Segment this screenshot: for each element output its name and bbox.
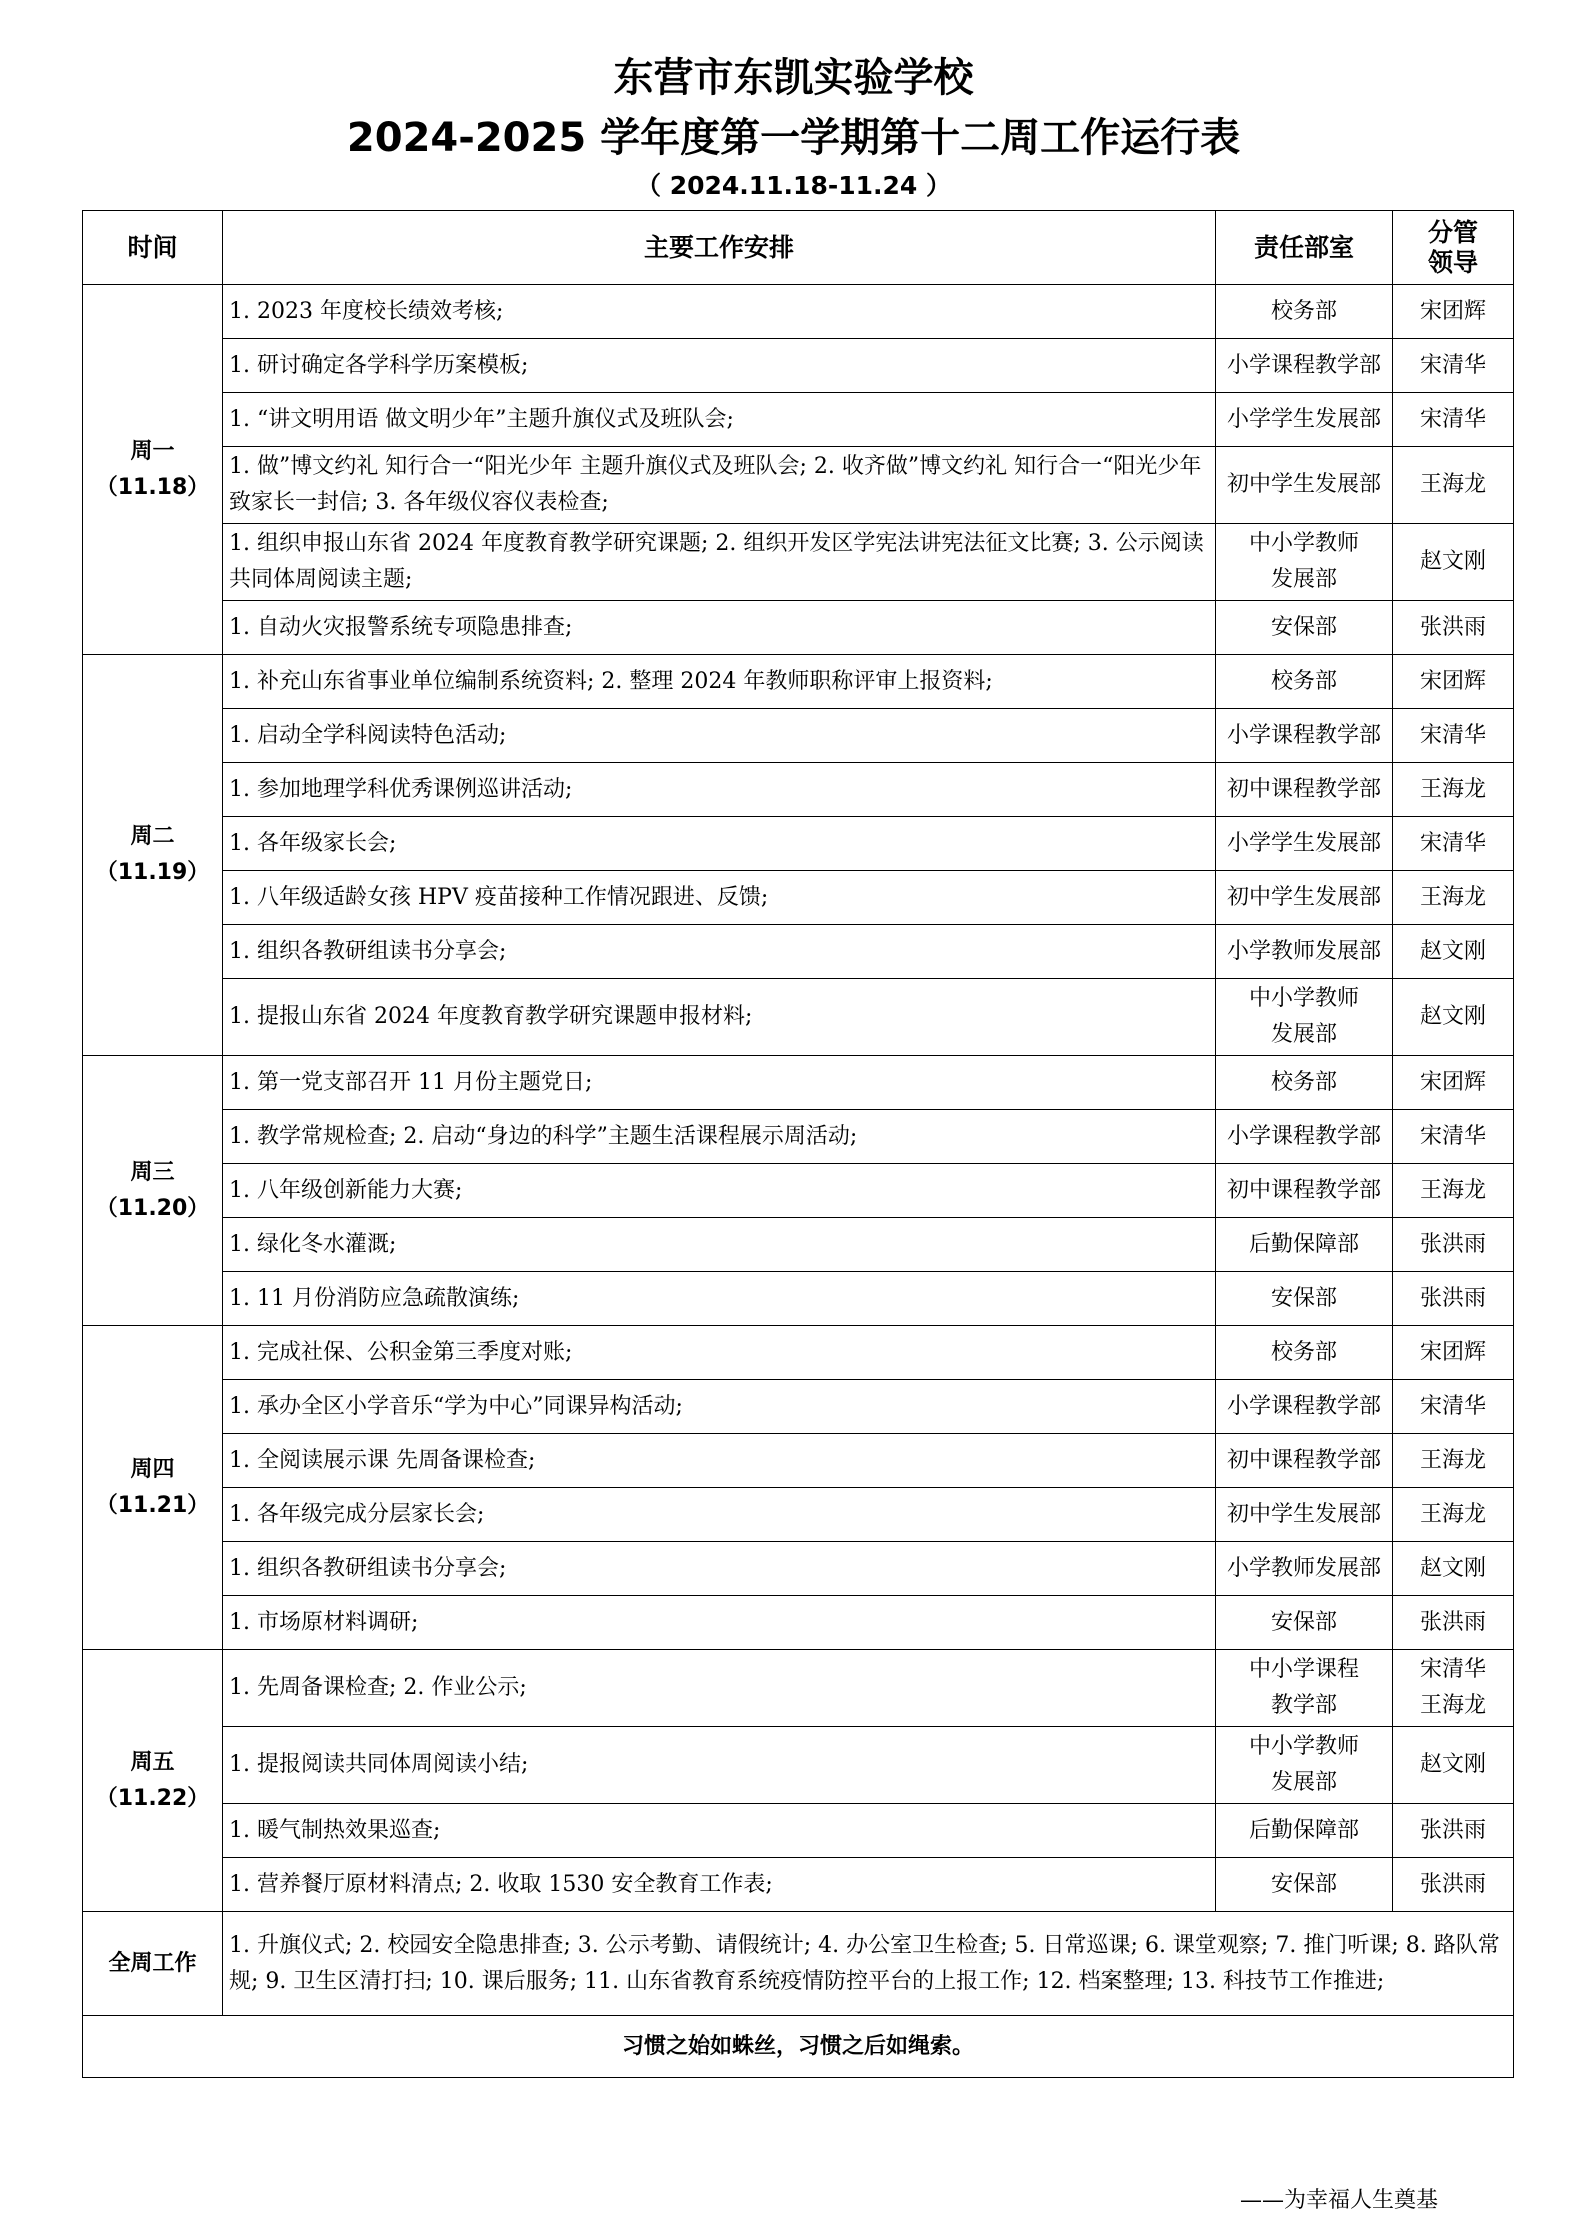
dept-cell [1216, 979, 1393, 1056]
day-cell [83, 285, 223, 655]
dept-cell [1216, 1488, 1393, 1542]
task-cell: 1. 八年级适龄女孩 HPV 疫苗接种工作情况跟进、反馈; [223, 871, 1216, 925]
leader-cell [1393, 1727, 1514, 1804]
table-row [83, 1380, 1514, 1434]
task-cell: 1. 组织申报山东省 2024 年度教育教学研究课题; 2. 组织开发区学宪法讲宪法征文比赛; 3. 公示阅读共同体周阅读主题; [223, 524, 1216, 601]
dept-text: 中小学课程 [1248, 1657, 1359, 1682]
dept-cell [1216, 1434, 1393, 1488]
leader-cell [1393, 817, 1514, 871]
leader-cell [1393, 1804, 1514, 1858]
table-row [83, 1326, 1514, 1380]
task-cell: 1. 暖气制热效果巡查; [223, 1804, 1216, 1858]
leader-cell [1393, 1272, 1514, 1326]
week-work-text: 1. 升旗仪式; 2. 校园安全隐患排查; 3. 公示考勤、请假统计; 4. 办公室卫生检查; 5. 日常巡课; 6. 课堂观察; 7. 推门听课; 8. 路队常规; 9. 卫生区清打扫; 10. 课后服务; 11. 山东省教育系统疫情防控平台的上报工作; 12. 档案整理; 13. 科技节工作推进; [223, 1912, 1514, 2016]
day-cell [83, 1650, 223, 1912]
table-row [83, 285, 1514, 339]
dept-text: 小学教师发展部 [1226, 938, 1381, 964]
table-row [83, 1434, 1514, 1488]
dept-text: 发展部 [1270, 1022, 1337, 1047]
dept-cell [1216, 655, 1393, 709]
table-row [83, 1596, 1514, 1650]
dept-cell [1216, 1596, 1393, 1650]
header-leader-line2: 领导 [1427, 247, 1478, 277]
leader-text: 宋清华 [1419, 1657, 1486, 1682]
task-cell: 1. 市场原材料调研; [223, 1596, 1216, 1650]
week-work-label: 全周工作 [83, 1912, 223, 2016]
task-cell: 1. 营养餐厅原材料清点; 2. 收取 1530 安全教育工作表; [223, 1858, 1216, 1912]
table-row [83, 1804, 1514, 1858]
dept-cell [1216, 1858, 1393, 1912]
day-name: 周二 [130, 824, 175, 849]
day-name: 周四 [130, 1456, 175, 1482]
task-cell: 1. 11 月份消防应急疏散演练; [223, 1272, 1216, 1326]
leader-text: 王海龙 [1419, 1501, 1486, 1527]
leader-text: 王海龙 [1419, 472, 1486, 497]
dept-text: 安保部 [1270, 1285, 1337, 1311]
table-header-row [83, 211, 1514, 285]
task-cell: 1. 第一党支部召开 11 月份主题党日; [223, 1056, 1216, 1110]
leader-text: 宋团辉 [1419, 1339, 1486, 1365]
leader-cell [1393, 339, 1514, 393]
dept-text: 后勤保障部 [1248, 1231, 1359, 1257]
table-row [83, 655, 1514, 709]
leader-text: 王海龙 [1419, 1693, 1486, 1718]
dept-text: 安保部 [1270, 1871, 1337, 1897]
table-row [83, 1110, 1514, 1164]
dept-cell [1216, 1380, 1393, 1434]
leader-text: 宋清华 [1419, 722, 1486, 748]
table-row [83, 601, 1514, 655]
leader-text: 王海龙 [1419, 1177, 1486, 1203]
day-date: （11.19） [95, 860, 210, 885]
leader-cell [1393, 1596, 1514, 1650]
leader-text: 张洪雨 [1419, 1871, 1486, 1897]
day-date: （11.18） [95, 474, 210, 500]
dept-cell [1216, 817, 1393, 871]
table-row [83, 1164, 1514, 1218]
leader-cell [1393, 1218, 1514, 1272]
table-row [83, 393, 1514, 447]
dept-text: 初中课程教学部 [1226, 1447, 1381, 1473]
header-dept: 责任部室 [1216, 211, 1393, 285]
dept-cell [1216, 1272, 1393, 1326]
dept-cell [1216, 601, 1393, 655]
dept-cell [1216, 1056, 1393, 1110]
table-row [83, 1858, 1514, 1912]
task-cell: 1. “讲文明用语 做文明少年”主题升旗仪式及班队会; [223, 393, 1216, 447]
week-work-row [83, 1912, 1514, 2016]
dept-text: 小学教师发展部 [1226, 1555, 1381, 1581]
day-date: （11.22） [95, 1785, 210, 1811]
header-time: 时间 [83, 211, 223, 285]
dept-text: 校务部 [1270, 298, 1337, 324]
schedule-table [82, 210, 1514, 2078]
dept-text: 小学课程教学部 [1226, 1393, 1381, 1419]
dept-text: 小学课程教学部 [1226, 722, 1381, 748]
leader-text: 宋清华 [1419, 406, 1486, 432]
task-cell: 1. 补充山东省事业单位编制系统资料; 2. 整理 2024 年教师职称评审上报资料; [223, 655, 1216, 709]
dept-text: 校务部 [1270, 1069, 1337, 1095]
dept-text: 小学学生发展部 [1226, 406, 1381, 432]
day-date: （11.21） [95, 1492, 210, 1518]
table-row [83, 1218, 1514, 1272]
dept-cell [1216, 1804, 1393, 1858]
task-cell: 1. 2023 年度校长绩效考核; [223, 285, 1216, 339]
leader-cell [1393, 1110, 1514, 1164]
day-date: （11.20） [95, 1195, 210, 1221]
dept-cell [1216, 763, 1393, 817]
dept-cell [1216, 709, 1393, 763]
leader-text: 宋团辉 [1419, 298, 1486, 324]
task-cell: 1. 先周备课检查; 2. 作业公示; [223, 1650, 1216, 1727]
task-cell: 1. 八年级创新能力大赛; [223, 1164, 1216, 1218]
day-cell [83, 1326, 223, 1650]
table-row [83, 339, 1514, 393]
dept-text: 小学课程教学部 [1226, 1123, 1381, 1149]
leader-cell [1393, 1380, 1514, 1434]
leader-text: 赵文刚 [1419, 938, 1486, 964]
leader-text: 张洪雨 [1419, 614, 1486, 640]
leader-cell [1393, 709, 1514, 763]
schedule-title: 2024-2025 学年度第一学期第十二周工作运行表 [346, 115, 1241, 161]
table-row [83, 447, 1514, 524]
task-cell: 1. 绿化冬水灌溉; [223, 1218, 1216, 1272]
leader-cell [1393, 1056, 1514, 1110]
leader-text: 张洪雨 [1419, 1609, 1486, 1635]
leader-text: 赵文刚 [1419, 1555, 1486, 1581]
table-row [83, 524, 1514, 601]
leader-text: 宋清华 [1419, 352, 1486, 378]
dept-text: 初中学生发展部 [1226, 472, 1381, 497]
dept-cell [1216, 871, 1393, 925]
dept-cell [1216, 1164, 1393, 1218]
dept-cell [1216, 925, 1393, 979]
leader-text: 赵文刚 [1419, 549, 1486, 574]
task-cell: 1. 各年级完成分层家长会; [223, 1488, 1216, 1542]
header-leader [1393, 211, 1514, 285]
dept-text: 中小学教师 [1248, 531, 1359, 556]
leader-text: 宋清华 [1419, 830, 1486, 856]
leader-cell [1393, 1488, 1514, 1542]
table-row [83, 871, 1514, 925]
task-cell: 1. 自动火灾报警系统专项隐患排查; [223, 601, 1216, 655]
leader-text: 张洪雨 [1419, 1285, 1486, 1311]
task-cell: 1. 组织各教研组读书分享会; [223, 1542, 1216, 1596]
dept-text: 校务部 [1270, 668, 1337, 694]
day-name: 周五 [130, 1749, 175, 1775]
leader-text: 宋团辉 [1419, 668, 1486, 694]
task-cell: 1. 参加地理学科优秀课例巡讲活动; [223, 763, 1216, 817]
dept-text: 初中课程教学部 [1226, 1177, 1381, 1203]
leader-cell [1393, 524, 1514, 601]
task-cell: 1. 提报山东省 2024 年度教育教学研究课题申报材料; [223, 979, 1216, 1056]
table-row [83, 1542, 1514, 1596]
task-cell: 1. 研讨确定各学科学历案模板; [223, 339, 1216, 393]
leader-text: 赵文刚 [1419, 1752, 1486, 1777]
dept-text: 教学部 [1270, 1693, 1337, 1718]
leader-cell [1393, 763, 1514, 817]
task-cell: 1. 承办全区小学音乐“学为中心”同课异构活动; [223, 1380, 1216, 1434]
motto-text: 习惯之始如蛛丝，习惯之后如绳索。 [83, 2016, 1514, 2078]
table-row [83, 1056, 1514, 1110]
leader-text: 赵文刚 [1419, 1004, 1486, 1029]
leader-cell [1393, 1164, 1514, 1218]
leader-text: 王海龙 [1419, 776, 1486, 802]
day-cell [83, 655, 223, 1056]
leader-text: 王海龙 [1419, 884, 1486, 910]
leader-cell [1393, 447, 1514, 524]
leader-text: 王海龙 [1419, 1447, 1486, 1473]
leader-cell [1393, 655, 1514, 709]
leader-text: 宋团辉 [1419, 1069, 1486, 1095]
leader-cell [1393, 285, 1514, 339]
leader-text: 宋清华 [1419, 1123, 1486, 1149]
table-row [83, 817, 1514, 871]
leader-cell [1393, 1858, 1514, 1912]
date-range: （ 2024.11.18-11.24 ） [635, 171, 951, 200]
day-cell [83, 1056, 223, 1326]
task-cell: 1. 组织各教研组读书分享会; [223, 925, 1216, 979]
table-row [83, 1650, 1514, 1727]
dept-text: 校务部 [1270, 1339, 1337, 1365]
leader-text: 宋清华 [1419, 1393, 1486, 1419]
dept-cell [1216, 1110, 1393, 1164]
task-cell: 1. 启动全学科阅读特色活动; [223, 709, 1216, 763]
school-name: 东营市东凯实验学校 [613, 55, 974, 101]
dept-text: 中小学教师 [1248, 1734, 1359, 1759]
dept-cell [1216, 393, 1393, 447]
dept-cell [1216, 285, 1393, 339]
table-row [83, 925, 1514, 979]
task-cell: 1. 做”博文约礼 知行合一“阳光少年 主题升旗仪式及班队会; 2. 收齐做”博文约礼 知行合一“阳光少年 致家长一封信; 3. 各年级仪容仪表检查; [223, 447, 1216, 524]
dept-cell [1216, 447, 1393, 524]
dept-text: 初中课程教学部 [1226, 776, 1381, 802]
dept-text: 后勤保障部 [1248, 1817, 1359, 1843]
dept-text: 初中学生发展部 [1226, 1501, 1381, 1527]
leader-cell [1393, 1434, 1514, 1488]
footer-slogan: ——为幸福人生奠基 [1240, 2188, 1439, 2213]
dept-cell [1216, 339, 1393, 393]
dept-text: 中小学教师 [1248, 986, 1359, 1011]
dept-text: 安保部 [1270, 614, 1337, 640]
header-leader-line1: 分管 [1427, 217, 1478, 247]
leader-cell [1393, 979, 1514, 1056]
dept-text: 初中学生发展部 [1226, 884, 1381, 910]
dept-text: 小学课程教学部 [1226, 352, 1381, 378]
leader-text: 张洪雨 [1419, 1817, 1486, 1843]
task-cell: 1. 教学常规检查; 2. 启动“身边的科学”主题生活课程展示周活动; [223, 1110, 1216, 1164]
table-row [83, 979, 1514, 1056]
table-row [83, 763, 1514, 817]
leader-cell [1393, 925, 1514, 979]
dept-text: 安保部 [1270, 1609, 1337, 1635]
table-row [83, 709, 1514, 763]
dept-cell [1216, 1326, 1393, 1380]
leader-cell [1393, 601, 1514, 655]
task-cell: 1. 完成社保、公积金第三季度对账; [223, 1326, 1216, 1380]
task-cell: 1. 全阅读展示课 先周备课检查; [223, 1434, 1216, 1488]
table-row [83, 1727, 1514, 1804]
leader-cell [1393, 1650, 1514, 1727]
day-name: 周三 [130, 1159, 175, 1185]
leader-cell [1393, 1326, 1514, 1380]
dept-cell [1216, 1218, 1393, 1272]
dept-cell [1216, 1650, 1393, 1727]
leader-cell [1393, 393, 1514, 447]
leader-cell [1393, 1542, 1514, 1596]
dept-cell [1216, 1727, 1393, 1804]
dept-text: 发展部 [1270, 1770, 1337, 1795]
table-row [83, 1488, 1514, 1542]
task-cell: 1. 各年级家长会; [223, 817, 1216, 871]
motto-row [83, 2016, 1514, 2078]
header-work: 主要工作安排 [223, 211, 1216, 285]
dept-text: 发展部 [1270, 567, 1337, 592]
dept-text: 小学学生发展部 [1226, 830, 1381, 856]
task-cell: 1. 提报阅读共同体周阅读小结; [223, 1727, 1216, 1804]
day-name: 周一 [130, 438, 175, 464]
table-row [83, 1272, 1514, 1326]
leader-cell [1393, 871, 1514, 925]
leader-text: 张洪雨 [1419, 1231, 1486, 1257]
dept-cell [1216, 1542, 1393, 1596]
dept-cell [1216, 524, 1393, 601]
